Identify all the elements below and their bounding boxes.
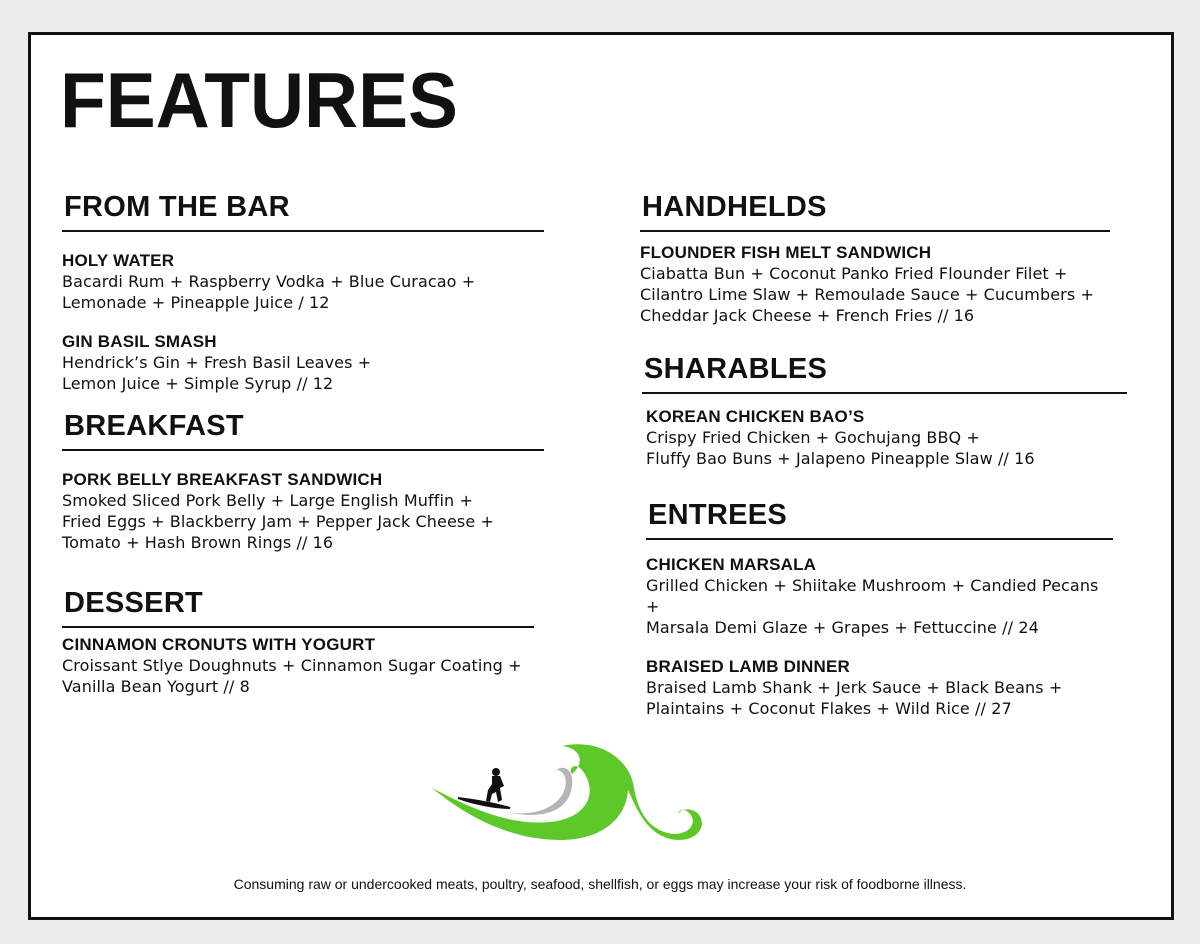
item-description: Crispy Fried Chicken + Gochujang BBQ + Fluffy Bao Buns + Jalapeno Pineapple Slaw // 16 [646, 428, 1035, 468]
item-description: Hendrick’s Gin + Fresh Basil Leaves + Lemon Juice + Simple Syrup // 12 [62, 353, 372, 393]
section-sharables [642, 352, 1127, 469]
section-from-the-bar [62, 190, 544, 394]
menu-item [62, 634, 534, 697]
surfer-figure [486, 768, 504, 802]
item-description: Croissant Stlye Doughnuts + Cinnamon Sugar Coating + Vanilla Bean Yogurt // 8 [62, 656, 522, 696]
section-heading: FROM THE BAR [62, 190, 544, 232]
item-name: GIN BASIL SMASH [62, 332, 217, 351]
item-name: PORK BELLY BREAKFAST SANDWICH [62, 470, 383, 489]
section-dessert [62, 586, 534, 697]
item-description: Ciabatta Bun + Coconut Panko Fried Flounder Filet + Cilantro Lime Slaw + Remoulade Sauce + Cucumbers + Cheddar Jack Cheese + French Fries // 16 [640, 264, 1094, 325]
item-name: CHICKEN MARSALA [646, 555, 817, 574]
section-heading: BREAKFAST [62, 409, 544, 451]
menu-item [62, 250, 544, 313]
section-heading: SHARABLES [642, 352, 1127, 394]
section-heading: ENTREES [646, 498, 1113, 540]
surfer-wave-logo-icon [430, 740, 710, 850]
section-heading: HANDHELDS [640, 190, 1110, 232]
menu-item [646, 656, 1113, 719]
section-handhelds [640, 190, 1110, 326]
item-description: Smoked Sliced Pork Belly + Large English Muffin + Fried Eggs + Blackberry Jam + Pepper Jack Cheese + Tomato + Hash Brown Rings // 16 [62, 491, 494, 552]
allergy-disclaimer: Consuming raw or undercooked meats, poultry, seafood, shellfish, or eggs may increase your risk of foodborne illness. [233, 876, 967, 892]
menu-item [642, 406, 1127, 469]
item-name: CINNAMON CRONUTS WITH YOGURT [62, 635, 376, 654]
section-breakfast [62, 409, 544, 553]
menu-item [640, 242, 1110, 326]
item-description: Bacardi Rum + Raspberry Vodka + Blue Curacao + Lemonade + Pineapple Juice / 12 [62, 272, 476, 312]
item-description: Grilled Chicken + Shiitake Mushroom + Candied Pecans + Marsala Demi Glaze + Grapes + Fettuccine // 24 [646, 576, 1099, 637]
section-entrees [646, 498, 1113, 719]
item-name: FLOUNDER FISH MELT SANDWICH [640, 243, 932, 262]
wave-swirl-shape [500, 768, 572, 815]
item-description: Braised Lamb Shank + Jerk Sauce + Black Beans + Plaintains + Coconut Flakes + Wild Rice // 27 [646, 678, 1063, 718]
item-name: KOREAN CHICKEN BAO’S [646, 407, 865, 426]
item-name: BRAISED LAMB DINNER [646, 657, 851, 676]
menu-item [62, 331, 544, 394]
item-name: HOLY WATER [62, 251, 175, 270]
menu-item [646, 554, 1113, 638]
menu-item [62, 469, 544, 553]
page-title: FEATURES [60, 56, 458, 144]
section-heading: DESSERT [62, 586, 534, 628]
